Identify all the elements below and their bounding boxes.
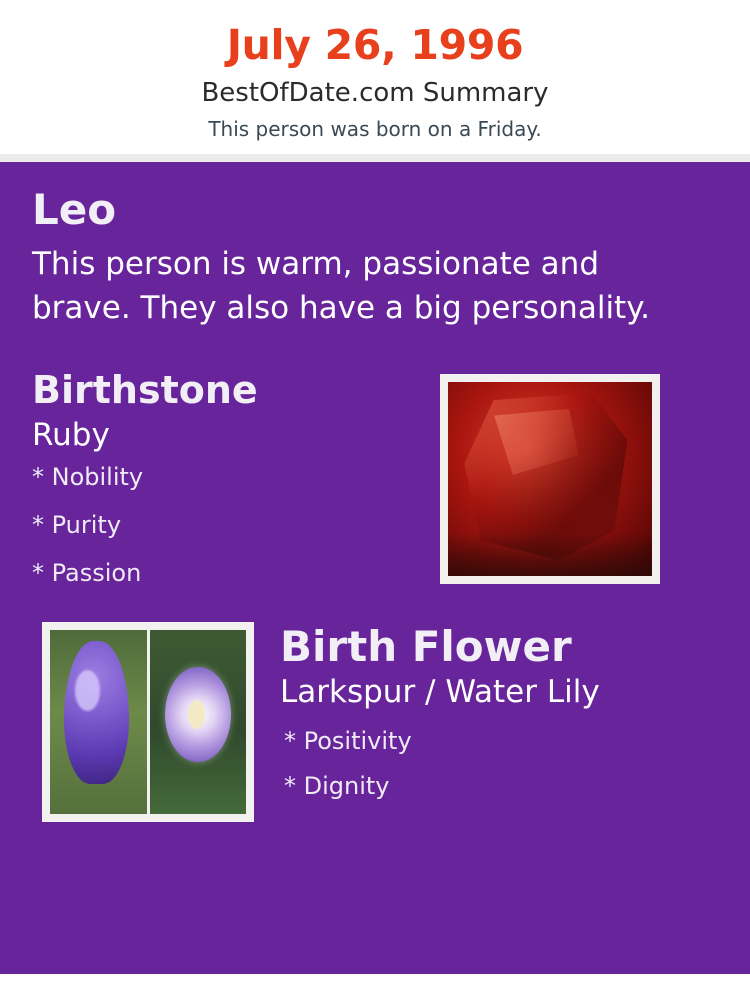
water-lily-flower-image xyxy=(150,630,247,814)
birth-day-note: This person was born on a Friday. xyxy=(208,116,542,141)
details-panel xyxy=(0,162,750,974)
birthflower-trait: * Dignity xyxy=(284,772,390,801)
header xyxy=(0,0,750,154)
zodiac-description: This person is warm, passionate and brave. They also have a big personality. xyxy=(32,245,650,326)
birthflower-image-frame xyxy=(42,622,254,822)
birthstone-section xyxy=(32,367,720,600)
ruby-gemstone-image xyxy=(448,382,652,576)
birthflower-section xyxy=(32,622,720,852)
birthstone-trait: * Passion xyxy=(32,558,142,587)
birthstone-image-frame xyxy=(440,374,660,584)
birthflower-heading: Birth Flower xyxy=(280,621,572,671)
site-subtitle: BestOfDate.com Summary xyxy=(201,78,549,109)
birthstone-name: Ruby xyxy=(32,416,110,453)
birthflower-text xyxy=(280,622,720,801)
zodiac-sign-name: Leo xyxy=(32,184,117,234)
birthstone-heading: Birthstone xyxy=(32,367,258,412)
page-title: July 26, 1996 xyxy=(226,21,524,69)
birthflower-name: Larkspur / Water Lily xyxy=(280,674,600,711)
birthstone-trait: * Purity xyxy=(32,510,122,539)
header-divider xyxy=(0,154,750,162)
larkspur-flower-image xyxy=(50,630,147,814)
zodiac-section xyxy=(32,184,720,330)
ruby-shadow xyxy=(448,533,652,576)
birthstone-trait: * Nobility xyxy=(32,463,144,492)
birthstone-text xyxy=(32,367,462,587)
birthflower-trait: * Positivity xyxy=(284,726,412,755)
